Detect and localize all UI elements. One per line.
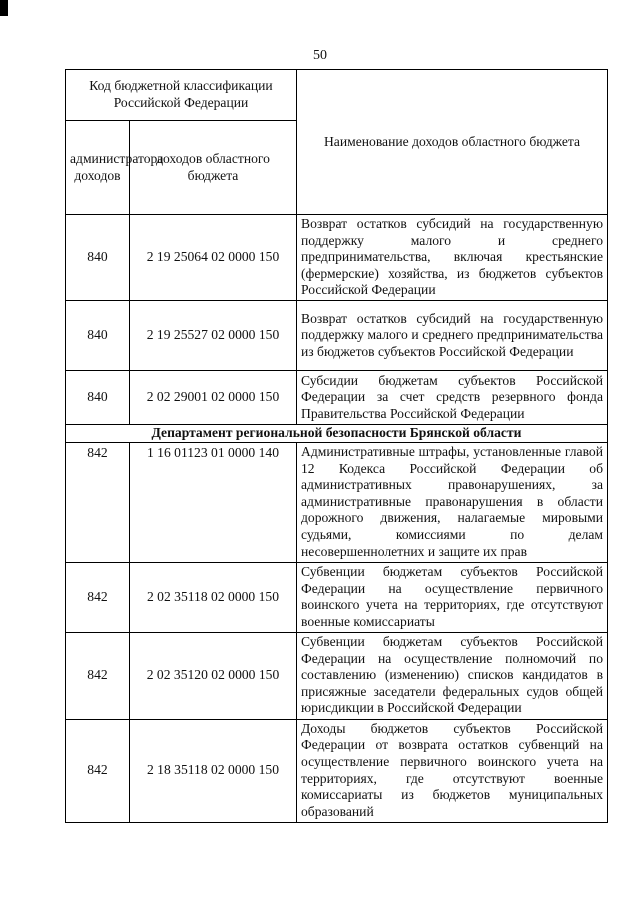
revenue-code: 2 02 35118 02 0000 150 xyxy=(130,562,297,632)
revenue-code: 2 18 35118 02 0000 150 xyxy=(130,719,297,822)
admin-code: 842 xyxy=(66,719,130,822)
table-row xyxy=(66,301,608,371)
revenue-name: Субвенции бюджетам субъектов Российской Федерации на осуществление полномочий по составлению (изменению) списков кандидатов в присяжные заседатели федеральных судов общей юрисдикции в Российской Федерации xyxy=(297,632,608,719)
revenue-name: Субвенции бюджетам субъектов Российской Федерации на осуществление первичного воинского учета на территориях, где отсутствуют военные комиссариаты xyxy=(297,562,608,632)
table-row xyxy=(66,371,608,425)
revenue-code: 2 02 29001 02 0000 150 xyxy=(130,371,297,425)
page-number: 50 xyxy=(313,48,327,63)
admin-code: 842 xyxy=(66,562,130,632)
budget-revenue-table xyxy=(65,69,608,823)
table-row xyxy=(66,719,608,822)
revenue-code: 2 19 25064 02 0000 150 xyxy=(130,215,297,301)
admin-code: 842 xyxy=(66,632,130,719)
admin-code: 840 xyxy=(66,301,130,371)
revenue-code: 1 16 01123 01 0000 140 xyxy=(130,442,297,562)
admin-code: 840 xyxy=(66,371,130,425)
header-code-group: Код бюджетной классификации Российской Федерации xyxy=(66,70,297,121)
table-row xyxy=(66,562,608,632)
revenue-name: Возврат остатков субсидий на государственную поддержку малого и среднего предпринимательства, включая крестьянские (фермерские) хозяйства, из бюджетов субъектов Российской Федерации xyxy=(297,215,608,301)
revenue-name: Субсидии бюджетам субъектов Российской Федерации за счет средств резервного фонда Правительства Российской Федерации xyxy=(297,371,608,425)
table-row xyxy=(66,442,608,562)
department-heading: Департамент региональной безопасности Брянской области xyxy=(66,425,608,443)
admin-code: 842 xyxy=(66,442,130,562)
revenue-code: 2 19 25527 02 0000 150 xyxy=(130,301,297,371)
admin-code: 840 xyxy=(66,215,130,301)
department-row xyxy=(66,425,608,443)
table-row xyxy=(66,632,608,719)
header-name-column: Наименование доходов областного бюджета xyxy=(297,70,608,215)
revenue-name: Возврат остатков субсидий на государственную поддержку малого и среднего предпринимательства из бюджетов субъектов Российской Федерации xyxy=(297,301,608,371)
scan-corner-mark xyxy=(0,0,8,16)
header-admin-column: администратора доходов xyxy=(66,121,130,215)
header-row xyxy=(66,70,608,121)
revenue-name: Административные штрафы, установленные главой 12 Кодекса Российской Федерации об административных правонарушениях, за административные правонарушения в области дорожного движения, налагаемые мировыми судьями, комиссиями по делам несовершеннолетних и защите их прав xyxy=(297,442,608,562)
table-row xyxy=(66,215,608,301)
revenue-name: Доходы бюджетов субъектов Российской Федерации от возврата остатков субвенций на осуществление первичного воинского учета на территориях, где отсутствуют военные комиссариаты из бюджетов муниципальных образований xyxy=(297,719,608,822)
header-revenue-column: доходов областного бюджета xyxy=(130,121,297,215)
revenue-code: 2 02 35120 02 0000 150 xyxy=(130,632,297,719)
